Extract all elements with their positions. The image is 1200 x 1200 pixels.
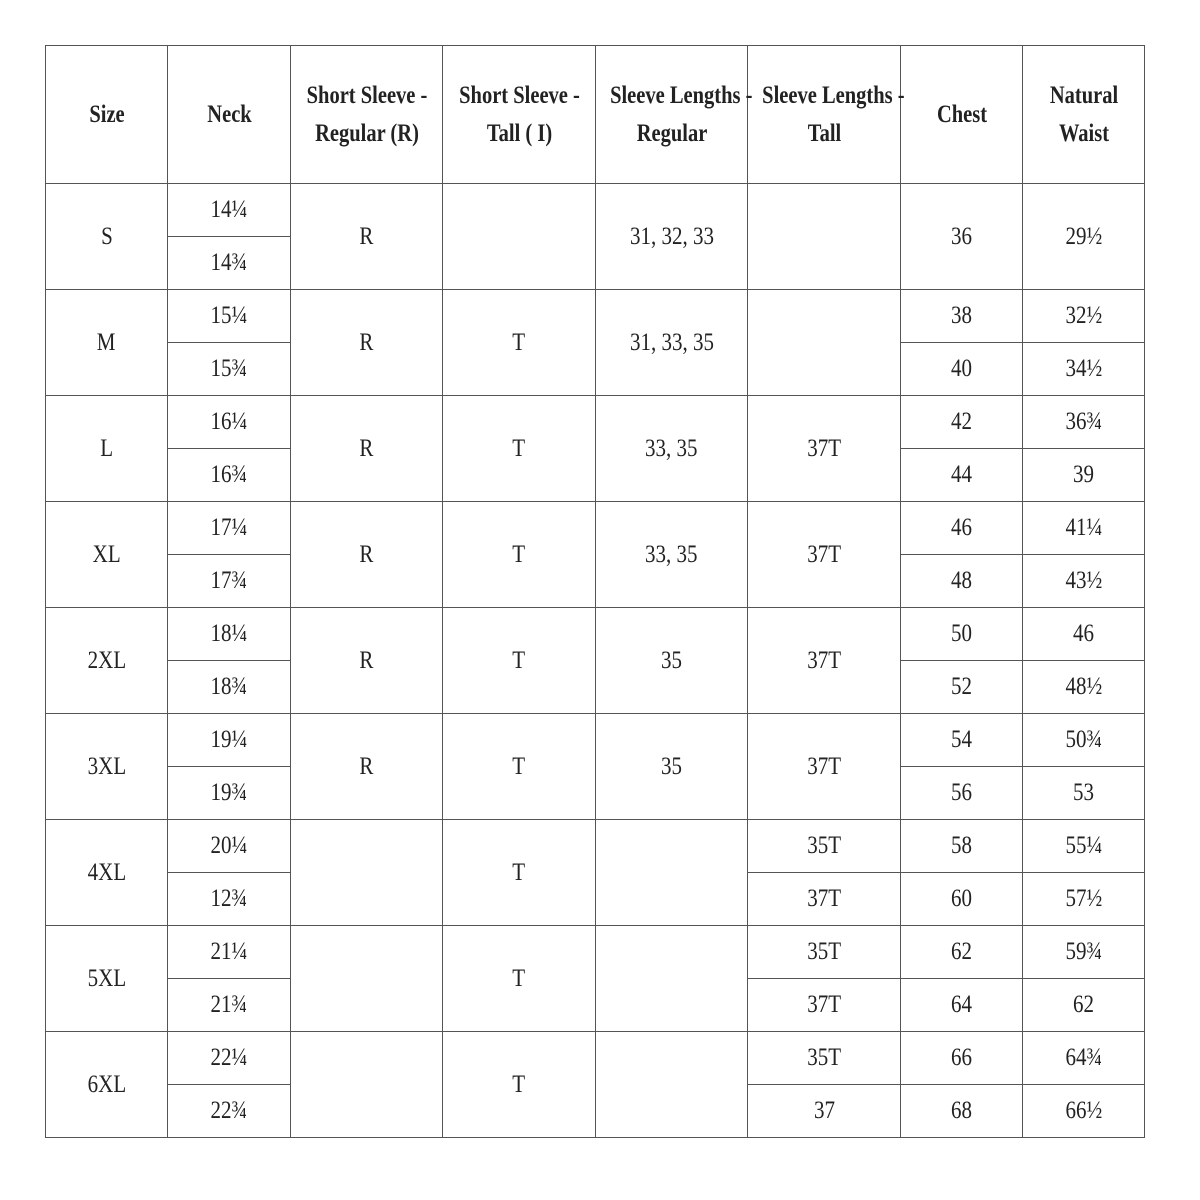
neck-cell-value: 14¼ [210, 196, 248, 223]
short-sleeve-tall-cell [443, 820, 596, 926]
short-sleeve-regular-cell-value: R [359, 646, 374, 674]
sleeve-length-regular-cell [596, 396, 748, 502]
neck-cell [168, 926, 291, 979]
neck-cell [168, 820, 291, 873]
sleeve-length-tall-cell [748, 290, 901, 396]
neck-cell-value: 19¾ [210, 779, 248, 806]
sleeve-length-regular-cell-value: 35 [661, 646, 682, 674]
chest-cell-value: 38 [951, 302, 972, 329]
sleeve-length-tall-cell-value: 37T [807, 885, 841, 912]
table-row [46, 396, 1145, 449]
header-size [56, 46, 156, 184]
natural-waist-cell-value: 53 [1073, 779, 1094, 806]
natural-waist-cell [1023, 343, 1145, 396]
sleeve-length-regular-cell-value: 31, 32, 33 [629, 222, 714, 250]
chest-cell [901, 290, 1023, 343]
short-sleeve-tall-cell [443, 608, 596, 714]
natural-waist-cell-value: 48½ [1065, 673, 1102, 700]
sleeve-length-tall-cell [748, 396, 901, 502]
short-sleeve-regular-cell [291, 714, 443, 820]
size-cell [46, 1032, 168, 1138]
header-line: Tall ( I) [486, 119, 552, 147]
short-sleeve-tall-cell-value: T [512, 434, 526, 462]
short-sleeve-tall-cell-value: T [512, 1070, 526, 1098]
chest-cell-value: 52 [951, 673, 972, 700]
header-size-label: Size [88, 100, 125, 128]
sleeve-length-regular-cell [596, 926, 748, 1032]
header-sleeve-lengths-regular [609, 46, 752, 184]
chest-cell [901, 449, 1023, 502]
natural-waist-cell-value: 34½ [1065, 355, 1102, 382]
neck-cell-value: 20¼ [210, 832, 248, 859]
neck-cell-value: 16¾ [210, 461, 248, 488]
natural-waist-cell [1023, 926, 1145, 979]
header-line: Sleeve Lengths - [761, 81, 905, 109]
sleeve-length-tall-cell [748, 820, 901, 873]
short-sleeve-tall-cell [443, 714, 596, 820]
size-cell [46, 502, 168, 608]
sleeve-length-tall-cell-value: 37T [807, 752, 841, 780]
table-header [46, 46, 1145, 184]
neck-cell [168, 184, 291, 237]
table-row [46, 714, 1145, 767]
neck-cell [168, 502, 291, 555]
natural-waist-cell-value: 50¾ [1065, 726, 1102, 753]
sleeve-length-regular-cell [596, 1032, 748, 1138]
short-sleeve-tall-cell-value: T [512, 646, 526, 674]
header-row [46, 46, 1145, 184]
neck-cell [168, 767, 291, 820]
header-chest-label: Chest [936, 100, 987, 128]
natural-waist-cell [1023, 396, 1145, 449]
sleeve-length-regular-cell [596, 290, 748, 396]
neck-cell-value: 19¼ [210, 726, 248, 753]
size-cell [46, 184, 168, 290]
size-cell-value: M [97, 328, 116, 356]
neck-cell-value: 21¼ [210, 938, 248, 965]
chest-cell-value: 46 [951, 514, 972, 541]
chest-cell-value: 40 [951, 355, 972, 382]
size-cell-value: 5XL [87, 964, 126, 992]
sleeve-length-tall-cell [748, 1085, 901, 1138]
header-sleeve-lengths-tall [761, 46, 905, 184]
natural-waist-cell [1023, 608, 1145, 661]
chest-cell [901, 608, 1023, 661]
natural-waist-cell [1023, 555, 1145, 608]
sleeve-length-tall-cell [748, 184, 901, 290]
neck-cell-value: 22¾ [210, 1097, 248, 1124]
header-short-sleeve-regular [304, 46, 429, 184]
short-sleeve-regular-cell [291, 820, 443, 926]
chest-cell-value: 58 [951, 832, 972, 859]
neck-cell [168, 608, 291, 661]
size-chart-table [45, 45, 1145, 1138]
chest-cell-value: 42 [951, 408, 972, 435]
sleeve-length-regular-cell [596, 608, 748, 714]
sleeve-length-tall-cell-value: 37T [807, 540, 841, 568]
natural-waist-cell-value: 57½ [1065, 885, 1102, 912]
neck-cell [168, 661, 291, 714]
natural-waist-cell-value: 64¾ [1065, 1044, 1102, 1071]
sleeve-length-regular-cell [596, 184, 748, 290]
short-sleeve-regular-cell [291, 184, 443, 290]
table-row [46, 1032, 1145, 1085]
chest-cell [901, 1085, 1023, 1138]
chest-cell-value: 60 [951, 885, 972, 912]
short-sleeve-regular-cell [291, 290, 443, 396]
sleeve-length-tall-cell-value: 35T [807, 832, 841, 859]
chest-cell [901, 1032, 1023, 1085]
sleeve-length-tall-cell [748, 873, 901, 926]
neck-cell [168, 873, 291, 926]
natural-waist-cell-value: 32½ [1065, 302, 1102, 329]
table-body [46, 184, 1145, 1138]
table-row [46, 502, 1145, 555]
short-sleeve-tall-cell-value: T [512, 752, 526, 780]
neck-cell [168, 714, 291, 767]
header-line: Short Sleeve - [306, 81, 427, 109]
header-short-sleeve-tall [456, 46, 581, 184]
size-cell [46, 396, 168, 502]
sleeve-length-regular-cell [596, 820, 748, 926]
sleeve-length-tall-cell [748, 608, 901, 714]
sleeve-length-regular-cell [596, 714, 748, 820]
header-line: Waist [1058, 119, 1109, 147]
chest-cell [901, 184, 1023, 290]
neck-cell-value: 15¾ [210, 355, 248, 382]
neck-cell [168, 449, 291, 502]
sleeve-length-tall-cell-value: 37T [807, 991, 841, 1018]
neck-cell-value: 22¼ [210, 1044, 248, 1071]
sleeve-length-regular-cell-value: 33, 35 [645, 540, 698, 568]
short-sleeve-regular-cell-value: R [359, 222, 374, 250]
chest-cell [901, 820, 1023, 873]
natural-waist-cell-value: 39 [1073, 461, 1094, 488]
size-cell [46, 608, 168, 714]
neck-cell-value: 21¾ [210, 991, 248, 1018]
chest-cell [901, 502, 1023, 555]
chest-cell [901, 926, 1023, 979]
short-sleeve-regular-cell [291, 1032, 443, 1138]
neck-cell [168, 1085, 291, 1138]
table-row [46, 608, 1145, 661]
neck-cell [168, 290, 291, 343]
natural-waist-cell-value: 46 [1073, 620, 1094, 647]
neck-cell-value: 16¼ [210, 408, 248, 435]
natural-waist-cell [1023, 979, 1145, 1032]
natural-waist-cell-value: 36¾ [1065, 408, 1102, 435]
size-cell-value: 6XL [87, 1070, 126, 1098]
size-cell-value: 3XL [87, 752, 126, 780]
sleeve-length-tall-cell-value: 35T [807, 1044, 841, 1071]
short-sleeve-tall-cell [443, 184, 596, 290]
size-cell [46, 820, 168, 926]
short-sleeve-tall-cell-value: T [512, 540, 526, 568]
natural-waist-cell-value: 55¼ [1065, 832, 1102, 859]
sleeve-length-tall-cell-value: 37T [807, 646, 841, 674]
natural-waist-cell [1023, 184, 1145, 290]
short-sleeve-tall-cell [443, 290, 596, 396]
chest-cell [901, 873, 1023, 926]
chest-cell [901, 714, 1023, 767]
natural-waist-cell [1023, 290, 1145, 343]
neck-cell-value: 18¼ [210, 620, 248, 647]
neck-cell-value: 17¾ [210, 567, 248, 594]
size-cell-value: S [100, 222, 113, 250]
natural-waist-cell [1023, 661, 1145, 714]
table-row [46, 290, 1145, 343]
chest-cell-value: 64 [951, 991, 972, 1018]
sleeve-length-regular-cell [596, 502, 748, 608]
header-line: Tall [807, 119, 841, 147]
short-sleeve-tall-cell-value: T [512, 858, 526, 886]
neck-cell-value: 18¾ [210, 673, 248, 700]
table-row [46, 184, 1145, 237]
header-chest [911, 46, 1011, 184]
chest-cell-value: 36 [951, 222, 972, 250]
size-cell [46, 714, 168, 820]
short-sleeve-regular-cell [291, 396, 443, 502]
header-line: Regular (R) [314, 119, 419, 147]
short-sleeve-regular-cell [291, 502, 443, 608]
header-neck [179, 46, 280, 184]
chest-cell-value: 48 [951, 567, 972, 594]
size-cell [46, 290, 168, 396]
chest-cell [901, 396, 1023, 449]
neck-cell [168, 343, 291, 396]
chest-cell-value: 66 [951, 1044, 972, 1071]
natural-waist-cell [1023, 1085, 1145, 1138]
sleeve-length-tall-cell [748, 926, 901, 979]
natural-waist-cell-value: 43½ [1065, 567, 1102, 594]
size-cell-value: 4XL [87, 858, 126, 886]
header-natural-waist [1033, 46, 1133, 184]
sleeve-length-tall-cell [748, 714, 901, 820]
header-neck-label: Neck [206, 100, 252, 128]
neck-cell-value: 12¾ [210, 885, 248, 912]
header-line: Short Sleeve - [458, 81, 580, 109]
short-sleeve-tall-cell [443, 396, 596, 502]
short-sleeve-regular-cell-value: R [359, 434, 374, 462]
short-sleeve-tall-cell [443, 502, 596, 608]
neck-cell-value: 15¼ [210, 302, 248, 329]
chest-cell-value: 54 [951, 726, 972, 753]
sleeve-length-regular-cell-value: 33, 35 [645, 434, 698, 462]
short-sleeve-regular-cell-value: R [359, 540, 374, 568]
size-cell-value: L [100, 434, 113, 462]
sleeve-length-tall-cell [748, 502, 901, 608]
chest-cell [901, 979, 1023, 1032]
natural-waist-cell-value: 59¾ [1065, 938, 1102, 965]
chest-cell [901, 343, 1023, 396]
short-sleeve-regular-cell-value: R [359, 752, 374, 780]
neck-cell [168, 555, 291, 608]
chest-cell-value: 50 [951, 620, 972, 647]
chest-cell [901, 661, 1023, 714]
short-sleeve-regular-cell [291, 926, 443, 1032]
sleeve-length-tall-cell-value: 37T [807, 434, 841, 462]
size-cell-value: XL [92, 540, 121, 568]
sleeve-length-tall-cell [748, 1032, 901, 1085]
chest-cell-value: 44 [951, 461, 972, 488]
short-sleeve-regular-cell-value: R [359, 328, 374, 356]
chest-cell [901, 767, 1023, 820]
natural-waist-cell-value: 41¼ [1065, 514, 1102, 541]
chest-cell-value: 56 [951, 779, 972, 806]
natural-waist-cell [1023, 449, 1145, 502]
natural-waist-cell [1023, 714, 1145, 767]
short-sleeve-tall-cell-value: T [512, 964, 526, 992]
sleeve-length-tall-cell-value: 37 [813, 1097, 835, 1124]
size-cell [46, 926, 168, 1032]
sleeve-length-regular-cell-value: 31, 33, 35 [629, 328, 714, 356]
neck-cell [168, 237, 291, 290]
sleeve-length-tall-cell-value: 35T [807, 938, 841, 965]
neck-cell-value: 17¼ [210, 514, 248, 541]
neck-cell [168, 396, 291, 449]
natural-waist-cell [1023, 767, 1145, 820]
sleeve-length-tall-cell [748, 979, 901, 1032]
table-row [46, 820, 1145, 873]
chest-cell-value: 62 [951, 938, 972, 965]
short-sleeve-tall-cell [443, 1032, 596, 1138]
chest-cell-value: 68 [951, 1097, 972, 1124]
natural-waist-cell [1023, 820, 1145, 873]
short-sleeve-regular-cell [291, 608, 443, 714]
size-cell-value: 2XL [87, 646, 126, 674]
natural-waist-cell-value: 66½ [1065, 1097, 1102, 1124]
natural-waist-cell [1023, 873, 1145, 926]
chest-cell [901, 555, 1023, 608]
neck-cell [168, 979, 291, 1032]
natural-waist-cell [1023, 502, 1145, 555]
header-line: Sleeve Lengths - [609, 81, 752, 109]
natural-waist-cell-value: 29½ [1065, 222, 1102, 250]
sleeve-length-regular-cell-value: 35 [661, 752, 682, 780]
natural-waist-cell [1023, 1032, 1145, 1085]
header-line: Natural [1049, 81, 1118, 109]
natural-waist-cell-value: 62 [1073, 991, 1094, 1018]
neck-cell-value: 14¾ [210, 249, 248, 276]
header-line: Regular [636, 119, 707, 147]
table-row [46, 926, 1145, 979]
neck-cell [168, 1032, 291, 1085]
short-sleeve-tall-cell-value: T [512, 328, 526, 356]
short-sleeve-tall-cell [443, 926, 596, 1032]
